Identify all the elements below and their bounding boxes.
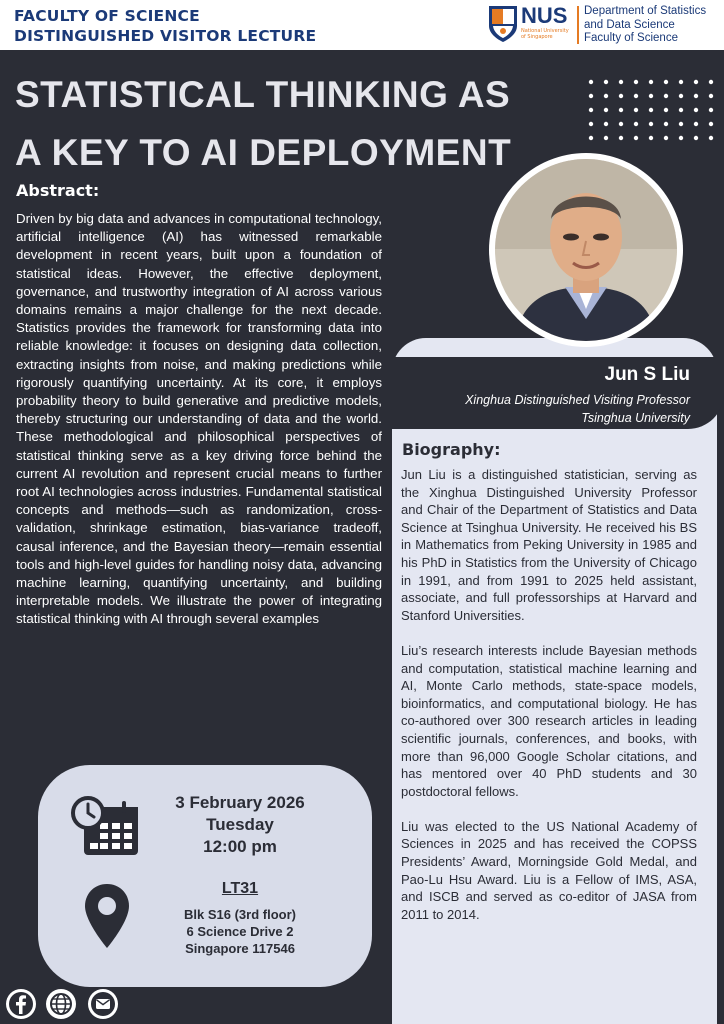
event-date: 3 February 2026 (175, 793, 305, 812)
globe-icon (46, 989, 76, 1019)
department-line1: Department of Statistics (584, 5, 707, 17)
decorative-dot (694, 108, 698, 112)
decorative-dot (679, 136, 683, 140)
decorative-dot (694, 122, 698, 126)
decorative-dot (649, 122, 653, 126)
decorative-dot (634, 108, 638, 112)
decorative-dot (649, 136, 653, 140)
event-time: 12:00 pm (203, 837, 277, 856)
mail-icon (88, 989, 118, 1019)
nus-crest-icon (487, 4, 519, 44)
event-type-line2: DISTINGUISHED VISITOR LECTURE (14, 27, 317, 45)
page-title: STATISTICAL THINKING AS A KEY TO AI DEPLOYMENT (15, 74, 512, 173)
decorative-dot (709, 122, 713, 126)
decorative-dot (649, 108, 653, 112)
address-line: Singapore 117546 (185, 941, 295, 956)
biography-text (401, 466, 697, 941)
decorative-dot (694, 80, 698, 84)
department-line3: Faculty of Science (584, 32, 678, 44)
abstract-heading: Abstract: (16, 181, 100, 200)
decorative-dot (604, 136, 608, 140)
decorative-dot (664, 108, 668, 112)
decorative-dot (679, 108, 683, 112)
decorative-dot (664, 122, 668, 126)
event-type-line1: FACULTY OF SCIENCE (14, 7, 200, 25)
decorative-dot (649, 80, 653, 84)
decorative-dot (619, 122, 623, 126)
logo-divider (577, 6, 579, 44)
decorative-dot (664, 136, 668, 140)
nus-logo-text: NUS (521, 3, 568, 28)
event-day: Tuesday (206, 815, 274, 834)
decorative-dot (619, 80, 623, 84)
nus-logo-subtext: National University of Singapore (521, 28, 569, 40)
decorative-dot (589, 80, 593, 84)
event-type (14, 6, 316, 46)
decorative-dot (619, 108, 623, 112)
speaker-title: Xinghua Distinguished Visiting Professor Tsinghua University (465, 393, 690, 425)
decorative-dot (694, 136, 698, 140)
decorative-dot (634, 94, 638, 98)
map-pin-icon (82, 882, 132, 950)
decorative-dot (634, 80, 638, 84)
website-link[interactable] (46, 989, 76, 1019)
abstract-text: Driven by big data and advances in computational technology, artificial intelligence (AI) has witnessed remarkable development in recent years, built upon a foundation of statistical ideas. However, the effective deployment, governance, and trustworthy integration of AI across various domains remains a major challenge for the next decade. Statistics provides the framework for transforming data into reliable knowledge: it focuses on designing data collection, extracting insights from noise, and making predictions while rigorously quantifying uncertainty. At its core, it employs probability theory to build generative and predictive models, thereby structuring our understanding of data and the world. These methodological and philosophical perspectives of statistical thinking serve as a key driving force behind the current AI revolution and represent crucial means to further root AI technologies across industries. Fundamental statistical concepts and methods—such as randomization, cross-validation, shrinkage estimation, bias-variance tradeoff, causal inference, and the Bayesian theory—remain essential tools and high-level guides for handling noisy data, advancing machine learning, quantifying uncertainty, and building interpretable models. We illustrate the power of integrating statistical thinking with AI through several examples (16, 211, 382, 627)
decorative-dot (694, 94, 698, 98)
calendar-clock-icon (70, 795, 140, 859)
decorative-dot (604, 108, 608, 112)
facebook-icon (6, 989, 36, 1019)
biography-paragraph: Jun Liu is a distinguished statistician, serving as the Xinghua Distinguished University Professor and Chair of the Department of Statistics and Data Science at Tsinghua University. He received his BS in Mathematics from Peking University in 1985 and his PhD in Statistics from the University of Chicago in 1991, and from 1991 to 2025 held assistant, associate, and full professorships at Harvard and Stanford Universities. (401, 467, 697, 623)
decorative-dot (664, 80, 668, 84)
decorative-dot (679, 122, 683, 126)
decorative-dot (604, 122, 608, 126)
address-line: 6 Science Drive 2 (186, 924, 294, 939)
event-venue: LT31 (221, 880, 259, 897)
decorative-dot (604, 94, 608, 98)
speaker-photo (495, 159, 677, 341)
decorative-dot (619, 136, 623, 140)
biography-heading: Biography: (402, 440, 501, 459)
header-bar (0, 0, 724, 50)
decorative-dot (634, 136, 638, 140)
decorative-dot-grid (585, 76, 715, 146)
department-line2: and Data Science (584, 18, 675, 31)
decorative-dot (709, 80, 713, 84)
nus-logo-block (487, 4, 724, 46)
decorative-dot (709, 94, 713, 98)
speaker-portrait-image (495, 159, 677, 341)
address-line: Blk S16 (3rd floor) (184, 907, 296, 922)
biography-paragraph: Liu was elected to the US National Academy of Sciences in 2025 and has received the COPSS Presidents’ Award, Morningside Gold Medal, and Pao-Lu Hsu Award. Liu is a Fellow of IMS, ASA, and ISCB and served as co-editor of JASA from 2011 to 2014. (401, 818, 697, 922)
decorative-dot (589, 136, 593, 140)
decorative-dot (649, 94, 653, 98)
decorative-dot (679, 94, 683, 98)
event-address (150, 906, 330, 957)
decorative-dot (619, 94, 623, 98)
department-name (584, 5, 706, 46)
decorative-dot (634, 122, 638, 126)
decorative-dot (679, 80, 683, 84)
decorative-dot (709, 108, 713, 112)
decorative-dot (589, 108, 593, 112)
decorative-dot (709, 136, 713, 140)
event-datetime (150, 792, 330, 858)
decorative-dot (589, 122, 593, 126)
speaker-name: Jun S Liu (604, 364, 690, 385)
biography-paragraph: Liu’s research interests include Bayesian methods and computation, statistical machine learning and AI, Monte Carlo methods, state-space models, bioinformatics, and computational biology. He has co-authored over 300 research articles in leading scientific journals, conferences, and books, with more than 96,000 Google Scholar citations, and has mentored over 40 PhD students and 30 postdoctoral fellows. (401, 642, 697, 799)
facebook-link[interactable] (6, 989, 36, 1019)
decorative-dot (664, 94, 668, 98)
decorative-dot (589, 94, 593, 98)
email-link[interactable] (88, 989, 118, 1019)
decorative-dot (604, 80, 608, 84)
